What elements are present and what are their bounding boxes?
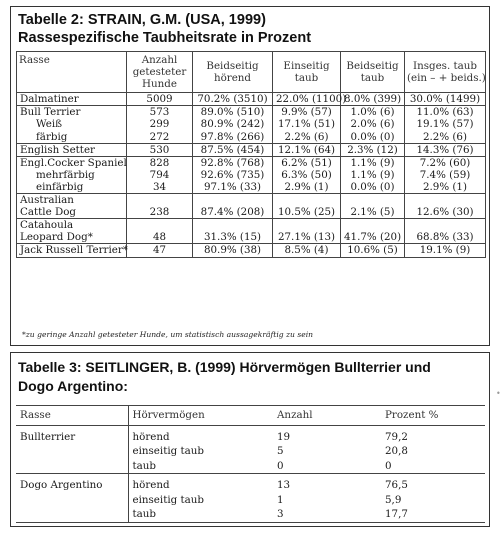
cell-anzahl: 1 <box>277 493 284 506</box>
cell-rasse: Bull Terrier Weiß färbig <box>17 106 127 143</box>
cell-einseitig-taub: 9.9% (57) 17.1% (51) 2.2% (6) <box>273 106 341 143</box>
table-row <box>17 106 486 143</box>
cell-anzahl: 3 <box>273 507 381 522</box>
cell-anzahl: 828 794 34 <box>127 156 193 193</box>
deafness-rate-table <box>16 51 486 258</box>
header-prozent: Prozent % <box>381 406 485 426</box>
cell-prozent: 5,9 <box>385 493 402 506</box>
table-row <box>16 493 485 508</box>
cell-rasse <box>16 459 128 474</box>
header-hoervermoegen: Hörvermögen <box>128 406 273 426</box>
cell-insgesamt-taub: 7.2% (60) 7.4% (59) 2.9% (1) <box>405 156 486 193</box>
table-row <box>16 459 485 474</box>
table-2-panel <box>10 6 490 346</box>
cell-einseitig-taub: 6.2% (51) 6.3% (50) 2.9% (1) <box>273 156 341 193</box>
cell-hoervermoegen: taub <box>128 459 273 474</box>
cell-anzahl: 5009 <box>127 93 193 106</box>
cell-einseitig-taub: 10.5% (25) <box>273 194 341 219</box>
cell-anzahl: 47 <box>127 244 193 257</box>
cell-prozent: 76,5 <box>385 479 408 491</box>
cell-beidseitig-hoerend: 87.4% (208) <box>193 194 273 219</box>
cell-insgesamt-taub: 12.6% (30) <box>405 194 486 219</box>
cell-insgesamt-taub: 14.3% (76) <box>405 143 486 156</box>
cell-hoervermoegen: hörend <box>128 474 273 493</box>
cell-beidseitig-hoerend: 70.2% (3510) <box>193 93 273 106</box>
cell-einseitig-taub: 22.0% (1100) <box>273 93 341 106</box>
cell-einseitig-taub: 27.1% (13) <box>273 219 341 244</box>
table-2-title <box>18 11 311 47</box>
table-row <box>17 143 486 156</box>
table-row <box>17 93 486 106</box>
cell-beidseitig-taub: 2.3% (12) <box>341 143 405 156</box>
cell-rasse: Bullterrier <box>20 430 76 443</box>
cell-anzahl: 48 <box>127 219 193 244</box>
table-3-title-line2: Dogo Argentino: <box>18 378 128 394</box>
cell-einseitig-taub: 12.1% (64) <box>273 143 341 156</box>
cell-prozent: 17,7 <box>381 507 485 522</box>
scan-speck: • <box>496 389 501 398</box>
table-row <box>16 507 485 522</box>
cell-anzahl: 0 <box>273 459 381 474</box>
cell-hoervermoegen: taub <box>128 507 273 522</box>
table-row <box>17 219 486 244</box>
cell-beidseitig-hoerend: 92.8% (768) 92.6% (735) 97.1% (33) <box>193 156 273 193</box>
cell-anzahl: 573 299 272 <box>127 106 193 143</box>
table-2-title-line1: Tabelle 2: STRAIN, G.M. (USA, 1999) <box>18 12 266 28</box>
cell-anzahl: 530 <box>127 143 193 156</box>
cell-prozent: 20,8 <box>385 445 408 457</box>
header-einseitig-taub: Einseitig taub <box>273 52 341 93</box>
cell-beidseitig-taub: 2.1% (5) <box>341 194 405 219</box>
cell-rasse: Dalmatiner <box>17 93 127 106</box>
cell-prozent: 79,2 <box>385 430 408 443</box>
cell-rasse <box>16 493 128 508</box>
cell-beidseitig-taub: 41.7% (20) <box>341 219 405 244</box>
cell-insgesamt-taub: 30.0% (1499) <box>405 93 486 106</box>
header-anzahl: Anzahl <box>273 406 381 426</box>
cell-hoervermoegen: einseitig taub <box>128 493 273 508</box>
cell-insgesamt-taub: 11.0% (63) 19.1% (57) 2.2% (6) <box>405 106 486 143</box>
cell-anzahl: 5 <box>277 445 284 457</box>
cell-prozent: 0 <box>381 459 485 474</box>
hearing-ability-table <box>16 405 485 523</box>
table-row <box>16 444 485 459</box>
cell-insgesamt-taub: 68.8% (33) <box>405 219 486 244</box>
cell-anzahl: 13 <box>277 479 291 491</box>
table-2-title-line2: Rassespezifische Taubheitsrate in Prozent <box>18 30 312 46</box>
cell-beidseitig-taub: 8.0% (399) <box>341 93 405 106</box>
cell-beidseitig-hoerend: 31.3% (15) <box>193 219 273 244</box>
table-row <box>16 474 485 493</box>
cell-rasse <box>16 507 128 522</box>
header-beidseitig-hoerend: Beidseitig hörend <box>193 52 273 93</box>
cell-anzahl: 19 <box>277 430 291 443</box>
cell-rasse: Jack Russell Terrier* <box>17 244 127 257</box>
table-3-panel <box>10 352 490 527</box>
table-3-title-line1: Tabelle 3: SEITLINGER, B. (1999) Hörvermögen Bullterrier und <box>18 359 431 375</box>
header-rasse: Rasse <box>16 406 128 426</box>
header-insgesamt-taub: Insges. taub (ein – + beids.) <box>405 52 486 93</box>
cell-beidseitig-hoerend: 80.9% (38) <box>193 244 273 257</box>
cell-beidseitig-taub: 1.0% (6) 2.0% (6) 0.0% (0) <box>341 106 405 143</box>
header-beidseitig-taub: Beidseitig taub <box>341 52 405 93</box>
cell-rasse: Australian Cattle Dog <box>17 194 127 219</box>
table-row <box>17 194 486 219</box>
cell-rasse: Catahoula Leopard Dog* <box>17 219 127 244</box>
cell-rasse: Engl.Cocker Spaniel mehrfärbig einfärbig <box>17 156 127 193</box>
header-anzahl: Anzahl getesteter Hunde <box>127 52 193 93</box>
cell-anzahl: 238 <box>127 194 193 219</box>
cell-rasse <box>16 444 128 459</box>
cell-einseitig-taub: 8.5% (4) <box>273 244 341 257</box>
table-row <box>17 156 486 193</box>
cell-hoervermoegen: hörend <box>128 425 273 444</box>
cell-beidseitig-hoerend: 89.0% (510) 80.9% (242) 97.8% (266) <box>193 106 273 143</box>
table-row <box>17 244 486 257</box>
table-2-footnote: *zu geringe Anzahl getesteter Hunde, um statistisch aussagekräftig zu sein <box>22 330 314 339</box>
cell-beidseitig-hoerend: 87.5% (454) <box>193 143 273 156</box>
table-3-title <box>18 358 431 396</box>
cell-rasse: English Setter <box>17 143 127 156</box>
header-rasse: Rasse <box>17 52 127 93</box>
cell-rasse: Dogo Argentino <box>20 479 103 491</box>
cell-insgesamt-taub: 19.1% (9) <box>405 244 486 257</box>
cell-hoervermoegen: einseitig taub <box>128 444 273 459</box>
cell-beidseitig-taub: 10.6% (5) <box>341 244 405 257</box>
cell-beidseitig-taub: 1.1% (9) 1.1% (9) 0.0% (0) <box>341 156 405 193</box>
table-row <box>16 425 485 444</box>
